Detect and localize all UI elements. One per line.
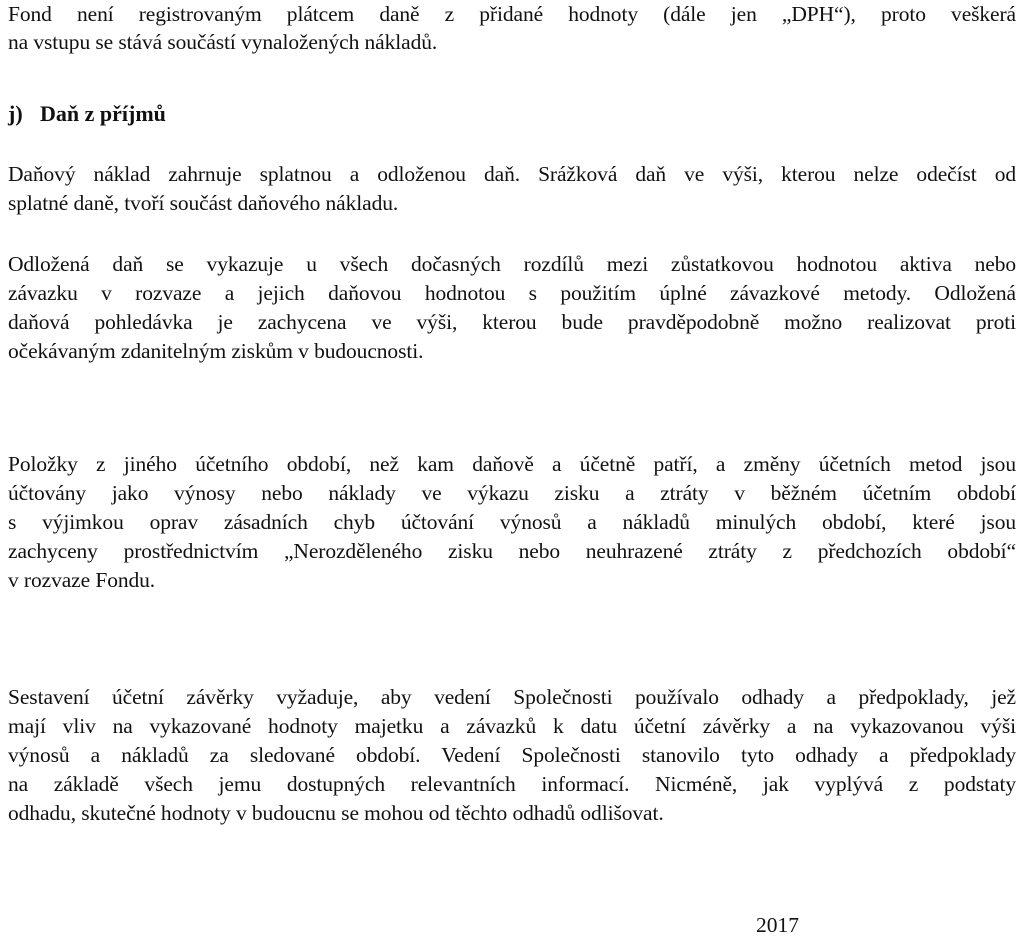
text-line: na vstupu se stává součástí vynaložených nákladů. [8,30,438,54]
text-line: s výjimkou oprav zásadních chyb účtování výnosů a nákladů minulých období, které jsou [8,510,1016,534]
text-line: daňová pohledávka je zachycena ve výši, kterou bude pravděpodobně možno realizovat proti [8,310,1016,334]
text-line: Daňový náklad zahrnuje splatnou a odloženou daň. Srážková daň ve výši, kterou nelze odečíst od [8,162,1016,186]
text-line: Sestavení účetní závěrky vyžaduje, aby vedení Společnosti používalo odhady a předpoklady, jež [8,685,1016,709]
text-line: Položky z jiného účetního období, než kam daňově a účetně patří, a změny účetních metod jsou [8,452,1016,476]
text-line: Fond není registrovaným plátcem daně z přidané hodnoty (dále jen „DPH“), proto veškerá [8,2,1016,26]
text-line: výnosů a nákladů za sledované období. Vedení Společnosti stanovilo tyto odhady a předpoklady [8,743,1016,767]
text-line: mají vliv na vykazované hodnoty majetku a závazků k datu účetní závěrky a na vykazovanou výši [8,714,1016,738]
text-line: v rozvaze Fondu. [8,568,156,592]
text-line: odhadu, skutečné hodnoty v budoucnu se mohou od těchto odhadů odlišovat. [8,801,664,825]
text-line: závazku v rozvaze a jejich daňovou hodnotou s použitím úplné závazkové metody. Odložená [8,281,1016,305]
text-line: účtovány jako výnosy nebo náklady ve výkazu zisku a ztráty v běžném účetním období [8,481,1016,505]
text-line: na základě všech jemu dostupných relevantních informací. Nicméně, jak vyplývá z podstaty [8,772,1016,796]
section-title: Daň z příjmů [40,101,166,126]
text-line: zachyceny prostřednictvím „Nerozděleného zisku nebo neuhrazené ztráty z předchozích období“ [8,539,1016,563]
text-line: očekávaným zdanitelným ziskům v budoucnosti. [8,339,424,363]
page-footer-year: 2017 [756,913,799,937]
text-line: Odložená daň se vykazuje u všech dočasných rozdílů mezi zůstatkovou hodnotou aktiva nebo [8,252,1016,276]
text-line: splatné daně, tvoří součást daňového nákladu. [8,191,399,215]
section-heading [8,99,166,129]
section-marker: j) [8,101,23,126]
